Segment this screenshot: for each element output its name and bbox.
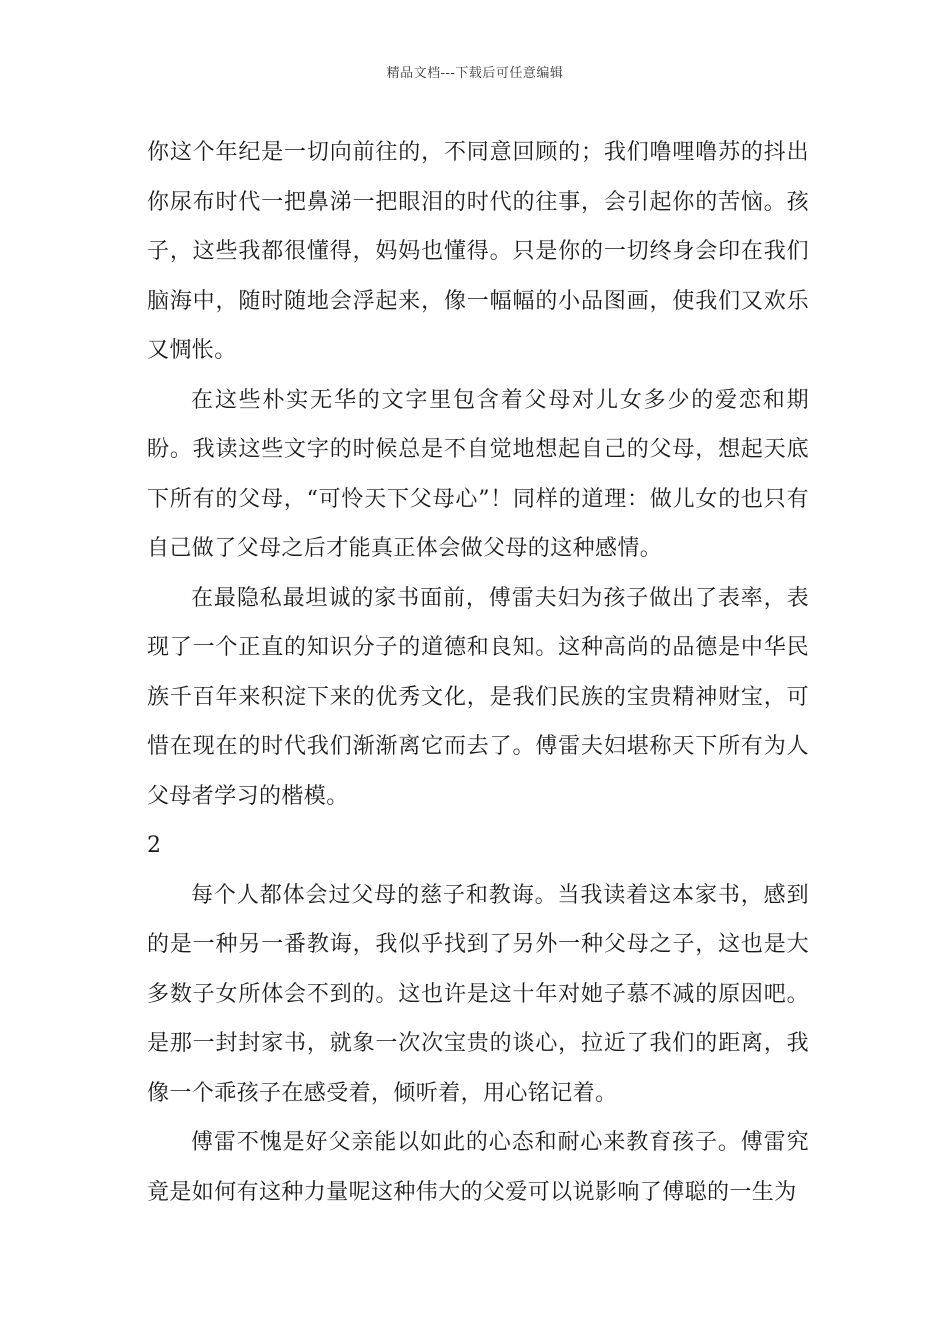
paragraph: 在最隐私最坦诚的家书面前，傅雷夫妇为孩子做出了表率，表现了一个正直的知识分子的道德和良知。这种高尚的品德是中华民族千百年来积淀下来的优秀文化，是我们民族的宝贵精神财宝，可惜在现在的时代我们渐渐离它而去了。傅雷夫妇堪称天下所有为人父母者学习的楷模。 (147, 585, 809, 809)
paragraph: 每个人都体会过父母的慈子和教诲。当我读着这本家书，感到的是一种另一番教诲，我似乎找到了另外一种父母之子，这也是大多数子女所体会不到的。这也许是这十年对她子慕不减的原因吧。是那一封封家书，就象一次次宝贵的谈心，拉近了我们的距离，我像一个乖孩子在感受着，倾听着，用心铭记着。 (147, 882, 809, 1106)
paragraph: 在这些朴实无华的文字里包含着父母对儿女多少的爱恋和期盼。我读这些文字的时候总是不自觉地想起自己的父母，想起天底下所有的父母，“可怜天下父母心”！同样的道理：做儿女的也只有自己做了父母之后才能真正体会做父母的这种感情。 (147, 387, 809, 561)
document-body (147, 128, 809, 1217)
paragraph-continued: 你这个年纪是一切向前往的，不同意回顾的；我们噜哩噜苏的抖出你尿布时代一把鼻涕一把眼泪的时代的往事，会引起你的苦恼。孩子，这些我都很懂得，妈妈也懂得。只是你的一切终身会印在我们脑海中，随时随地会浮起来，像一幅幅的小品图画，使我们又欢乐又惆怅。 (147, 140, 809, 363)
page-header: 精品文档---下载后可任意编辑 (386, 66, 564, 81)
paragraph: 傅雷不愧是好父亲能以如此的心态和耐心来教育孩子。傅雷究竟是如何有这种力量呢这种伟大的父爱可以说影响了傅聪的一生为 (147, 1130, 809, 1205)
section-number: 2 (147, 833, 161, 858)
